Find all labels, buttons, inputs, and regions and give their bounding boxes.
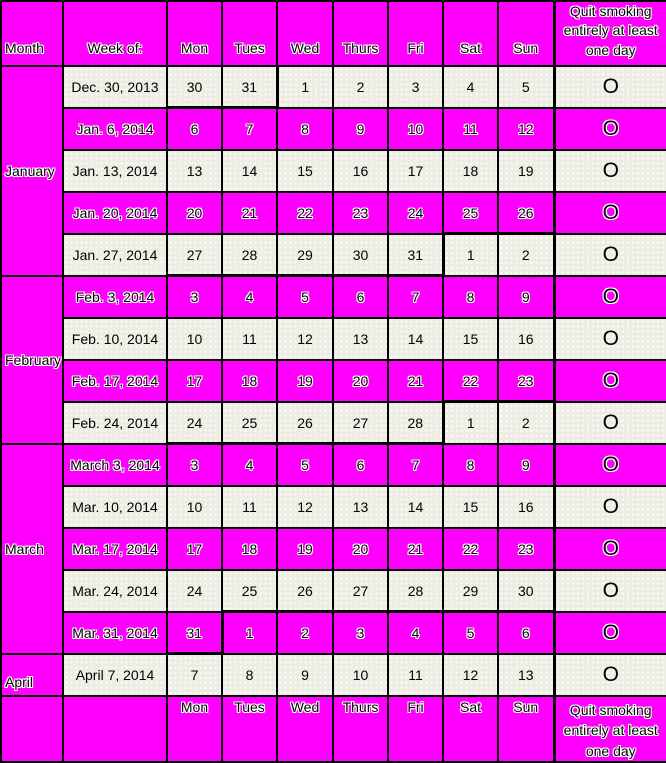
day-cell: 21 (222, 192, 277, 234)
footer-day-thurs: Thurs (333, 696, 388, 762)
month-label-january: January (1, 66, 63, 276)
week-row (1, 360, 666, 402)
day-cell: 1 (222, 612, 277, 654)
day-cell: 22 (277, 192, 333, 234)
quit-mark-cell: O (554, 402, 666, 444)
day-cell: 14 (222, 150, 277, 192)
day-cell: 8 (277, 108, 333, 150)
header-week-of: Week of: (63, 1, 167, 66)
day-cell: 19 (277, 528, 333, 570)
day-cell: 9 (277, 654, 333, 696)
day-cell: 12 (277, 318, 333, 360)
day-cell: 16 (498, 486, 554, 528)
day-cell: 22 (443, 528, 498, 570)
day-cell: 20 (333, 528, 388, 570)
day-cell: 28 (388, 402, 443, 444)
month-label-march: March (1, 444, 63, 654)
day-cell: 9 (498, 276, 554, 318)
quit-header-line: Quit smoking (556, 2, 666, 21)
quit-footer-line: one day (556, 741, 666, 761)
day-cell: 28 (222, 234, 277, 276)
day-cell: 7 (388, 276, 443, 318)
footer-day-sun: Sun (498, 696, 554, 762)
week-of-cell: Feb. 10, 2014 (63, 318, 167, 360)
footer-day-sat: Sat (443, 696, 498, 762)
quit-mark-cell: O (554, 654, 666, 696)
day-cell: 12 (277, 486, 333, 528)
day-cell: 27 (333, 402, 388, 444)
day-cell: 8 (443, 276, 498, 318)
day-cell: 20 (167, 192, 222, 234)
day-cell: 13 (333, 486, 388, 528)
day-cell: 22 (443, 360, 498, 402)
day-cell: 16 (333, 150, 388, 192)
day-cell: 13 (167, 150, 222, 192)
day-cell: 18 (443, 150, 498, 192)
footer-row (1, 696, 666, 762)
week-row (1, 192, 666, 234)
week-row (1, 276, 666, 318)
quit-mark-cell: O (554, 66, 666, 108)
day-cell: 10 (333, 654, 388, 696)
day-cell: 2 (498, 234, 554, 276)
day-cell: 17 (167, 360, 222, 402)
calendar-body (1, 66, 666, 696)
day-cell: 23 (498, 528, 554, 570)
header-day-mon: Mon (167, 1, 222, 66)
quit-mark-cell: O (554, 150, 666, 192)
footer-day-mon: Mon (167, 696, 222, 762)
day-cell: 9 (333, 108, 388, 150)
day-cell: 26 (277, 402, 333, 444)
day-cell: 3 (388, 66, 443, 108)
day-cell: 15 (443, 486, 498, 528)
day-cell: 10 (167, 318, 222, 360)
footer-day-wed: Wed (277, 696, 333, 762)
week-of-cell: Jan. 27, 2014 (63, 234, 167, 276)
day-cell: 2 (498, 402, 554, 444)
day-cell: 15 (443, 318, 498, 360)
day-cell: 12 (498, 108, 554, 150)
day-cell: 3 (167, 444, 222, 486)
day-cell: 21 (388, 528, 443, 570)
day-cell: 16 (498, 318, 554, 360)
week-of-cell: Jan. 6, 2014 (63, 108, 167, 150)
day-cell: 10 (167, 486, 222, 528)
day-cell: 7 (167, 654, 222, 696)
day-cell: 18 (222, 528, 277, 570)
footer-quit-smoking (554, 696, 666, 762)
day-cell: 6 (167, 108, 222, 150)
day-cell: 6 (498, 612, 554, 654)
day-cell: 13 (498, 654, 554, 696)
day-cell: 28 (388, 570, 443, 612)
day-cell: 30 (498, 570, 554, 612)
footer-week-cell (63, 696, 167, 762)
week-of-cell: Dec. 30, 2013 (63, 66, 167, 108)
day-cell: 23 (498, 360, 554, 402)
day-cell: 5 (277, 276, 333, 318)
header-day-fri: Fri (388, 1, 443, 66)
day-cell: 14 (388, 318, 443, 360)
week-of-cell: March 3, 2014 (63, 444, 167, 486)
day-cell: 31 (167, 612, 222, 654)
week-of-cell: Mar. 10, 2014 (63, 486, 167, 528)
day-cell: 10 (388, 108, 443, 150)
day-cell: 6 (333, 444, 388, 486)
week-row (1, 654, 666, 696)
header-day-tues: Tues (222, 1, 277, 66)
day-cell: 5 (498, 66, 554, 108)
week-row (1, 528, 666, 570)
day-cell: 4 (222, 444, 277, 486)
day-cell: 27 (167, 234, 222, 276)
header-month: Month (1, 1, 63, 66)
day-cell: 4 (443, 66, 498, 108)
day-cell: 2 (277, 612, 333, 654)
day-cell: 18 (222, 360, 277, 402)
day-cell: 26 (277, 570, 333, 612)
quit-mark-cell: O (554, 612, 666, 654)
day-cell: 24 (167, 570, 222, 612)
week-of-cell: Mar. 17, 2014 (63, 528, 167, 570)
day-cell: 2 (333, 66, 388, 108)
week-row (1, 150, 666, 192)
week-of-cell: Feb. 3, 2014 (63, 276, 167, 318)
header-day-sat: Sat (443, 1, 498, 66)
day-cell: 1 (443, 402, 498, 444)
day-cell: 25 (443, 192, 498, 234)
day-cell: 3 (167, 276, 222, 318)
day-cell: 25 (222, 570, 277, 612)
month-label-february: February (1, 276, 63, 444)
quit-mark-cell: O (554, 486, 666, 528)
week-of-cell: Mar. 31, 2014 (63, 612, 167, 654)
day-cell: 11 (222, 486, 277, 528)
day-cell: 1 (277, 66, 333, 108)
month-label-april: April (1, 654, 63, 696)
day-cell: 30 (333, 234, 388, 276)
day-cell: 24 (167, 402, 222, 444)
quit-mark-cell: O (554, 360, 666, 402)
header-day-thurs: Thurs (333, 1, 388, 66)
header-row (1, 1, 666, 66)
week-row (1, 486, 666, 528)
day-cell: 8 (222, 654, 277, 696)
day-cell: 7 (388, 444, 443, 486)
day-cell: 27 (333, 570, 388, 612)
day-cell: 8 (443, 444, 498, 486)
week-of-cell: Jan. 20, 2014 (63, 192, 167, 234)
week-of-cell: April 7, 2014 (63, 654, 167, 696)
quit-header-line: entirely at least (556, 21, 666, 40)
quit-mark-cell: O (554, 570, 666, 612)
day-cell: 24 (388, 192, 443, 234)
day-cell: 15 (277, 150, 333, 192)
day-cell: 6 (333, 276, 388, 318)
quit-mark-cell: O (554, 108, 666, 150)
day-cell: 17 (167, 528, 222, 570)
day-cell: 19 (277, 360, 333, 402)
week-of-cell: Mar. 24, 2014 (63, 570, 167, 612)
day-cell: 4 (388, 612, 443, 654)
footer-day-fri: Fri (388, 696, 443, 762)
day-cell: 20 (333, 360, 388, 402)
day-cell: 17 (388, 150, 443, 192)
day-cell: 5 (443, 612, 498, 654)
week-row (1, 66, 666, 108)
header-day-sun: Sun (498, 1, 554, 66)
quit-mark-cell: O (554, 192, 666, 234)
day-cell: 25 (222, 402, 277, 444)
quit-header-line: one day (556, 41, 666, 60)
day-cell: 7 (222, 108, 277, 150)
week-row (1, 402, 666, 444)
day-cell: 5 (277, 444, 333, 486)
quit-mark-cell: O (554, 318, 666, 360)
day-cell: 4 (222, 276, 277, 318)
quit-mark-cell: O (554, 234, 666, 276)
week-row (1, 570, 666, 612)
quit-footer-line: entirely at least (556, 720, 666, 740)
quit-mark-cell: O (554, 276, 666, 318)
day-cell: 14 (388, 486, 443, 528)
quit-mark-cell: O (554, 444, 666, 486)
day-cell: 11 (388, 654, 443, 696)
day-cell: 11 (222, 318, 277, 360)
header-day-wed: Wed (277, 1, 333, 66)
quit-footer-line: Quit smoking (556, 700, 666, 720)
day-cell: 29 (277, 234, 333, 276)
day-cell: 19 (498, 150, 554, 192)
quit-mark-cell: O (554, 528, 666, 570)
day-cell: 9 (498, 444, 554, 486)
week-row (1, 108, 666, 150)
week-row (1, 444, 666, 486)
day-cell: 30 (167, 66, 222, 108)
day-cell: 26 (498, 192, 554, 234)
footer-month-cell (1, 696, 63, 762)
day-cell: 29 (443, 570, 498, 612)
day-cell: 13 (333, 318, 388, 360)
day-cell: 31 (388, 234, 443, 276)
header-quit-smoking (554, 1, 666, 66)
day-cell: 21 (388, 360, 443, 402)
week-of-cell: Feb. 24, 2014 (63, 402, 167, 444)
week-row (1, 318, 666, 360)
week-row (1, 612, 666, 654)
day-cell: 31 (222, 66, 277, 108)
day-cell: 3 (333, 612, 388, 654)
day-cell: 23 (333, 192, 388, 234)
footer-day-tues: Tues (222, 696, 277, 762)
week-row (1, 234, 666, 276)
week-of-cell: Feb. 17, 2014 (63, 360, 167, 402)
day-cell: 12 (443, 654, 498, 696)
day-cell: 11 (443, 108, 498, 150)
day-cell: 1 (443, 234, 498, 276)
week-of-cell: Jan. 13, 2014 (63, 150, 167, 192)
